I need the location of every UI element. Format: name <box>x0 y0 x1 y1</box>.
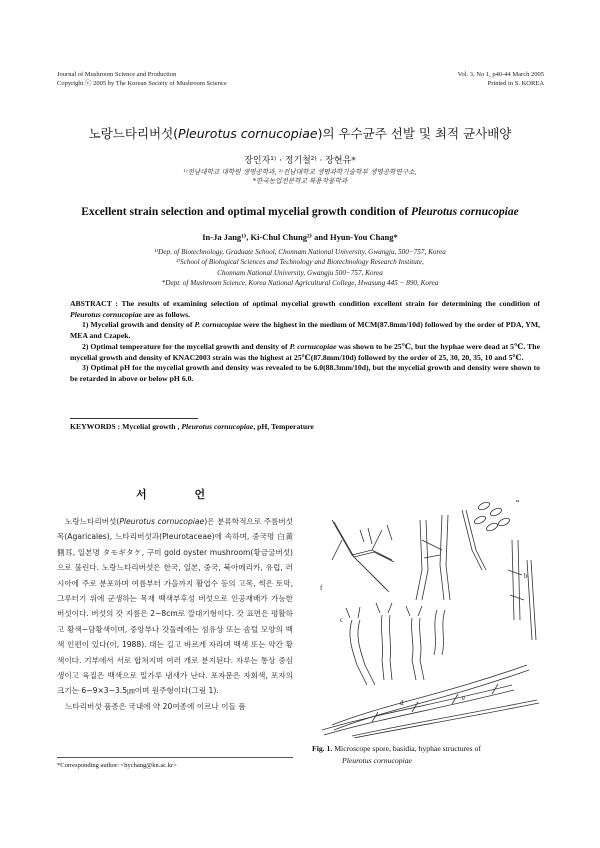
printed-in: Printed in S. KOREA <box>487 80 544 87</box>
figure-number: Fig. 1. <box>312 744 333 753</box>
basidia-cluster-drawing <box>346 603 445 685</box>
section-title-introduction: 서 언 <box>136 488 228 501</box>
abstract <box>70 299 540 385</box>
keywords-divider <box>70 418 198 419</box>
keywords: KEYWORDS : Mycelial growth , Pleurotus cornucopiae, pH, Temperature <box>70 422 314 431</box>
clamp-hyphae-drawing <box>508 540 536 640</box>
figure-caption: Fig. 1. Microscope spore, basidia, hyphae structures of Pleurotus cornucopiae <box>312 743 552 767</box>
figure-label-d: d <box>400 699 404 707</box>
affiliations-korean: ¹⁾전남대학교 대학원 생명공학과, ²⁾전남대학교 생명과학기술학부 생명공학연구소, *한국농업전문학교 특용작물학과 <box>183 168 417 185</box>
footnote-divider <box>57 757 293 758</box>
title-korean: 노랑느타리버섯(Pleurotus cornucopiae)의 우수균주 선발 및 최적 균사배양 <box>88 126 512 141</box>
microscope-figure <box>312 500 544 738</box>
figure-label-a: a <box>516 500 520 504</box>
abstract-point-1: 1) Mycelial growth and density of P. cornucopiae were the highest in the medium of MCM(87.8mm/10d) followed by the order of PDA, YM, MEA and Czapek. <box>70 320 540 341</box>
figure-caption-species: Pleurotus cornucopiae <box>342 756 412 765</box>
hyphae-branch-drawing <box>332 520 394 592</box>
intro-paragraph-2: 느타리버섯 품종은 국내에 약 20여종에 이르나 이들 품 <box>65 701 246 711</box>
figure-label-f: f <box>320 584 323 592</box>
figure-label-b: b <box>524 572 528 580</box>
title-english: Excellent strain selection and optimal mycelial growth condition of Pleurotus cornucopiae <box>81 206 519 218</box>
volume-info: Vol. 3, No 1, p40-44 March 2005 <box>457 71 544 78</box>
authors-english: In-Ja Jang¹⁾, Ki-Chul Chung²⁾ and Hyun-You Chang* <box>202 232 398 242</box>
copyright-line: Copyright ⓒ 2005 by The Korean Society of Mushroom Science <box>57 80 227 87</box>
intro-paragraph-1: 노랑느타리버섯(Pleurotus cornucopiae)은 분류학적으로 주름버섯목(Agaricales), 느타리버섯과(Pleurotaceae)에 속하며, 중국명 白黃側耳, 일본명 タモギタケ, 구미 gold oyster mushroom(황금굴버섯)으로 불린다. 노랑느타리버섯은 한국, 일본, 중국, 북아메리카, 유럽, 러시아에 주로 분포하며 여름부터 가을까지 활엽수 등의 고목, 썩은 토막, 그루터기 위에 군생하는 목재 백색부후성 버섯으로 인공재배가 가능한 버섯이다. 버섯의 갓 지름은 2~8cm로 깔대기형이다. 갓 표면은 평활하고 황색~담황색이며, 중앙부나 갓둘레에는 섬유상 또는 솜털 모양의 백색 인편이 있다(이, 1988). 대는 길고 바르게 자라며 백색 또는 약간 황색이다. 기부에서 서로 합쳐지며 여러 개로 분지된다. 자루는 통상 중심생이고 육질은 백색으로 밀가루 냄새가 난다. 포자문은 자회색, 포자의 크기는 6~9×3~3.5㎛이며 원주형이다(그림 1). <box>57 517 294 696</box>
abstract-intro: ABSTRACT : The results of examining selection of optimal mycelial growth condition excellent strain for determining the condition of Pleurotus cornucopiae are as follows. <box>70 299 540 319</box>
abstract-point-2: 2) Optimal temperature for the mycelial growth and density of P. cornucopiae was shown to be 25℃, but the hyphae were dead at 5℃. The mycelial growth and density of KNAC2003 strain was the highest at 25℃(87.8mm/10d) followed by the order of 25, 30, 20, 35, 10 and 5℃. <box>70 341 540 362</box>
spores-drawing <box>473 501 510 533</box>
figure-label-e: e <box>462 694 466 702</box>
journal-name: Journal of Mushroom Science and Production <box>57 71 177 78</box>
hyphae-bundle-drawing <box>322 665 539 738</box>
affiliations-english: ¹⁾Dep. of Biotechnology, Graduate School, Chonnam National University, Gwangju, 500−757, Korea ²⁾School of Biological Sciences and Technology and Biotechnology Research Institute, Chonnam National University, Gwangju 500−757, Korea *Dept. of Mushroom Science, Korea National Agricultural College, Hwasung 445 − 890, Korea <box>154 248 446 288</box>
corresponding-author-footnote: *Corresponding author: <hychang@kn.ac.kr> <box>57 762 177 769</box>
authors-korean: 장인자¹⁾ · 정기철²⁾ · 장현유* <box>244 156 356 166</box>
figure-label-c: c <box>340 616 344 624</box>
abstract-point-3: 3) Optimal pH for the mycelial growth and density was revealed to be 6.0(88.3mm/10d), but the mycelial growth and density were shown to be retarded in above or below pH 6.0. <box>70 363 540 383</box>
introduction-body <box>57 514 293 714</box>
